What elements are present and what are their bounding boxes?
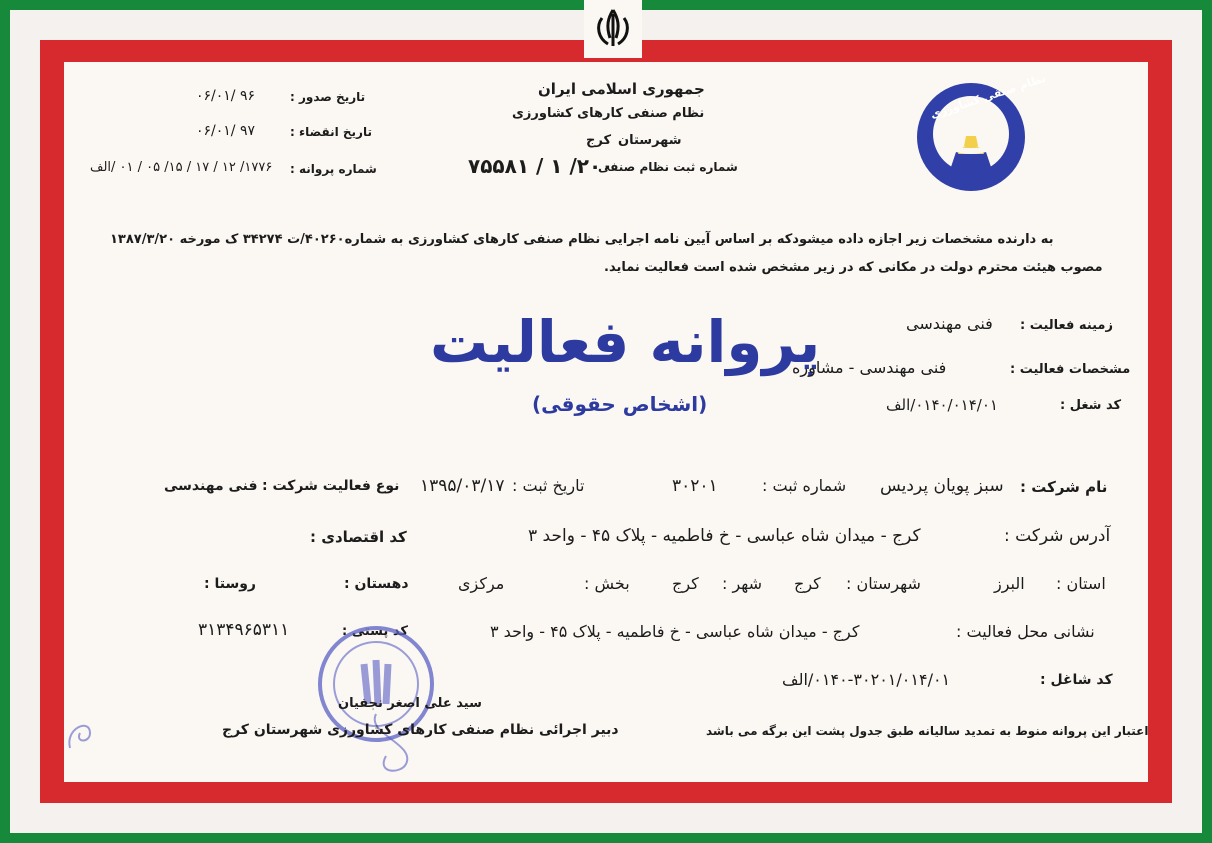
reg-label: شماره ثبت نظام صنفی xyxy=(598,160,738,174)
province-label: استان : xyxy=(1056,574,1106,593)
company-type-label: نوع فعالیت شرکت : xyxy=(262,478,400,494)
logo-text: نظام صنفی کشاورزی xyxy=(928,71,1048,122)
district-label: بخش : xyxy=(584,574,630,593)
corner-ornament-icon xyxy=(60,698,120,758)
intro-line-1: به دارنده مشخصات زیر اجازه داده میشودکه بر اساس آیین نامه اجرایی نظام صنفی کارهای کشاورزی به شماره۴۰۲۶۰/ت ۳۴۲۷۴ ک مورخه ۱۳۸۷/۳/۲۰ xyxy=(110,232,1054,247)
company-type-value: فنی مهندسی xyxy=(164,478,258,494)
license-number-label: شماره پروانه : xyxy=(290,162,377,176)
activity-code-label: کد شغل : xyxy=(1060,398,1122,413)
county-value: کرج xyxy=(586,133,612,148)
job-code-value: ۰۱۴۰-۳۰۲۰۱/۰۱۴/۰۱/الف xyxy=(782,670,951,689)
reg-date-label: تاریخ ثبت : xyxy=(512,476,585,495)
postal-code-label: کد پستی : xyxy=(342,624,408,639)
organization-title: نظام صنفی کارهای کشاورزی xyxy=(512,106,705,121)
company-address-value: کرج - میدان شاه عباسی - خ فاطمیه - پلاک ۴۵ - واحد ۳ xyxy=(528,526,921,546)
rural-district-label: دهستان : xyxy=(344,576,409,592)
company-name-value: سبز پویان پردیس xyxy=(880,476,1004,496)
issue-date-value: ۹۶ /۰۶/۰۱ xyxy=(196,88,256,104)
county-label: شهرستان xyxy=(618,133,682,148)
work-address-value: کرج - میدان شاه عباسی - خ فاطمیه - پلاک ۴۵ - واحد ۳ xyxy=(490,622,860,641)
activity-code-value: ۰۱۴۰/۰۱۴/۰۱/الف xyxy=(886,396,998,414)
reg-number-value: ۳۰۲۰۱ xyxy=(672,476,718,496)
postal-code-value: ۳۱۳۴۹۶۵۳۱۱ xyxy=(198,620,290,640)
district-value: مرکزی xyxy=(458,574,505,593)
issue-date-label: تاریخ صدور : xyxy=(290,90,366,104)
reg-number-label: شماره ثبت : xyxy=(762,476,847,495)
job-code-label: کد شاغل : xyxy=(1040,672,1113,688)
activity-spec-value: فنی مهندسی - مشاوره xyxy=(792,358,947,377)
province-value: البرز xyxy=(994,574,1025,593)
reg-date-value: ۱۳۹۵/۰۳/۱۷ xyxy=(420,476,505,496)
work-address-label: نشانی محل فعالیت : xyxy=(956,622,1095,641)
expiry-date-label: تاریخ انقضاء : xyxy=(290,125,372,139)
certificate-title: پروانه فعالیت xyxy=(430,308,821,376)
intro-line-2: مصوب هیئت محترم دولت در مکانی که در زیر مشخص شده است فعالیت نماید. xyxy=(604,260,1103,275)
activity-field-label: زمینه فعالیت : xyxy=(1020,318,1113,333)
license-number-value: ۱۷۷۶/ ۱۲ / ۱۷ / ۱۵/ ۰۵ / ۰۱ /الف xyxy=(90,160,273,175)
city-label: شهر : xyxy=(722,574,763,593)
iran-emblem-icon xyxy=(590,4,636,54)
activity-spec-label: مشخصات فعالیت : xyxy=(1010,362,1131,377)
city-value: کرج xyxy=(672,574,699,593)
signer-name: سید علی اصغر نجفیان xyxy=(338,696,482,711)
county-row-value: کرج xyxy=(794,574,821,593)
company-address-label: آدرس شرکت : xyxy=(1004,526,1111,546)
county-row-label: شهرستان : xyxy=(846,574,921,593)
validity-note: اعتبار این پروانه منوط به تمدید سالیانه طبق جدول پشت این برگه می باشد xyxy=(706,724,1149,738)
expiry-date-value: ۹۷ /۰۶/۰۱ xyxy=(196,123,256,139)
signer-title: دبیر اجرائی نظام صنفی کارهای کشاورزی شهرستان کرج xyxy=(222,722,619,738)
reg-value: ۲۰۰/ ۱ / ۷۵۵۸۱ xyxy=(468,154,614,178)
economic-code-label: کد اقتصادی : xyxy=(310,528,407,546)
country-title: جمهوری اسلامی ایران xyxy=(538,80,705,98)
certificate-subtitle: (اشخاص حقوقی) xyxy=(532,392,708,416)
village-label: روستا : xyxy=(204,576,256,592)
company-name-label: نام شرکت : xyxy=(1020,478,1108,496)
activity-field-value: فنی مهندسی xyxy=(906,314,993,333)
